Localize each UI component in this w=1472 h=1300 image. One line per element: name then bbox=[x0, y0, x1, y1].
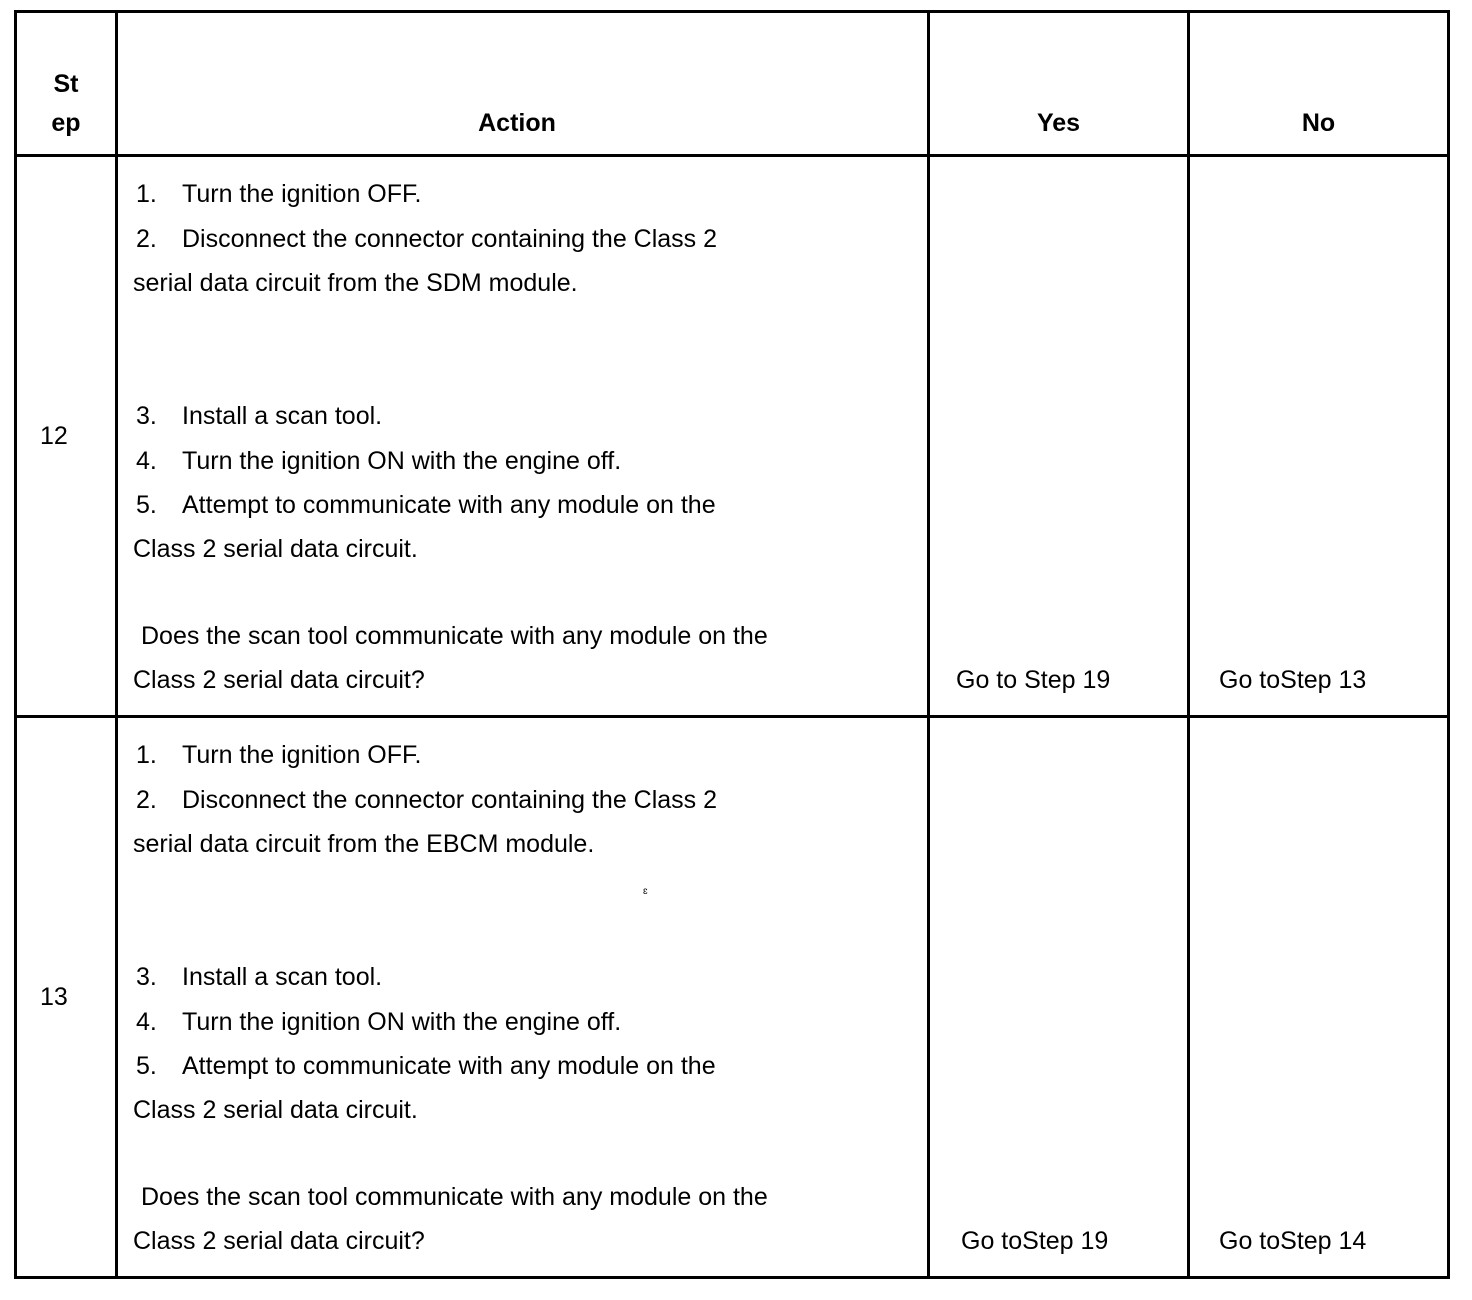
item-text: Install a scan tool. bbox=[182, 963, 383, 991]
no-outcome: Go toStep 14 bbox=[1219, 1227, 1367, 1255]
item-number: 1. bbox=[136, 180, 157, 208]
item-text: Turn the ignition OFF. bbox=[182, 741, 422, 769]
column-divider-step bbox=[115, 10, 118, 1279]
table-right-border bbox=[1447, 10, 1450, 1279]
action-item bbox=[136, 740, 421, 770]
item-text: Disconnect the connector containing the Class 2 bbox=[182, 225, 718, 253]
header-yes: Yes bbox=[1036, 109, 1081, 137]
item-number: 5. bbox=[136, 1052, 157, 1080]
item-text: Turn the ignition ON with the engine off. bbox=[182, 1008, 622, 1036]
table-bottom-border bbox=[14, 1276, 1450, 1279]
action-item bbox=[136, 1051, 716, 1081]
action-item-continuation: serial data circuit from the EBCM module. bbox=[133, 830, 595, 858]
yes-outcome: Go toStep 19 bbox=[961, 1227, 1109, 1255]
item-number: 3. bbox=[136, 402, 157, 430]
header-step-line1: St bbox=[53, 70, 79, 98]
action-item-continuation: Class 2 serial data circuit. bbox=[133, 535, 418, 563]
header-step-line2: ep bbox=[51, 109, 81, 137]
action-item bbox=[136, 1007, 621, 1037]
item-number: 4. bbox=[136, 1008, 157, 1036]
item-number: 4. bbox=[136, 447, 157, 475]
stray-mark: ɛ bbox=[643, 886, 648, 897]
action-item bbox=[136, 962, 382, 992]
action-item bbox=[136, 446, 621, 476]
row-divider bbox=[14, 715, 1450, 718]
item-text: Turn the ignition OFF. bbox=[182, 180, 422, 208]
header-no: No bbox=[1301, 109, 1336, 137]
action-item bbox=[136, 224, 717, 254]
item-number: 1. bbox=[136, 741, 157, 769]
question-line2: Class 2 serial data circuit? bbox=[133, 1227, 425, 1255]
question-line2: Class 2 serial data circuit? bbox=[133, 666, 425, 694]
item-number: 3. bbox=[136, 963, 157, 991]
header-action: Action bbox=[478, 109, 556, 137]
table-top-border bbox=[14, 10, 1450, 13]
question-line1: Does the scan tool communicate with any module on the bbox=[141, 1183, 768, 1211]
item-number: 5. bbox=[136, 491, 157, 519]
item-text: Attempt to communicate with any module on the bbox=[182, 491, 716, 519]
action-item bbox=[136, 785, 717, 815]
table-left-border bbox=[14, 10, 17, 1279]
item-number: 2. bbox=[136, 225, 157, 253]
item-number: 2. bbox=[136, 786, 157, 814]
column-divider-yes bbox=[1187, 10, 1190, 1279]
diagnostic-table bbox=[14, 10, 1450, 1280]
action-item bbox=[136, 490, 716, 520]
action-item bbox=[136, 179, 421, 209]
item-text: Attempt to communicate with any module on the bbox=[182, 1052, 716, 1080]
no-outcome: Go toStep 13 bbox=[1219, 666, 1367, 694]
question-line1: Does the scan tool communicate with any module on the bbox=[141, 622, 768, 650]
action-item bbox=[136, 401, 382, 431]
action-item-continuation: Class 2 serial data circuit. bbox=[133, 1096, 418, 1124]
header-divider bbox=[14, 154, 1450, 157]
item-text: Install a scan tool. bbox=[182, 402, 383, 430]
action-item-continuation: serial data circuit from the SDM module. bbox=[133, 269, 578, 297]
item-text: Turn the ignition ON with the engine off. bbox=[182, 447, 622, 475]
item-text: Disconnect the connector containing the Class 2 bbox=[182, 786, 718, 814]
column-divider-action bbox=[927, 10, 930, 1279]
step-number: 13 bbox=[40, 983, 68, 1011]
yes-outcome: Go to Step 19 bbox=[956, 666, 1111, 694]
step-number: 12 bbox=[40, 422, 68, 450]
